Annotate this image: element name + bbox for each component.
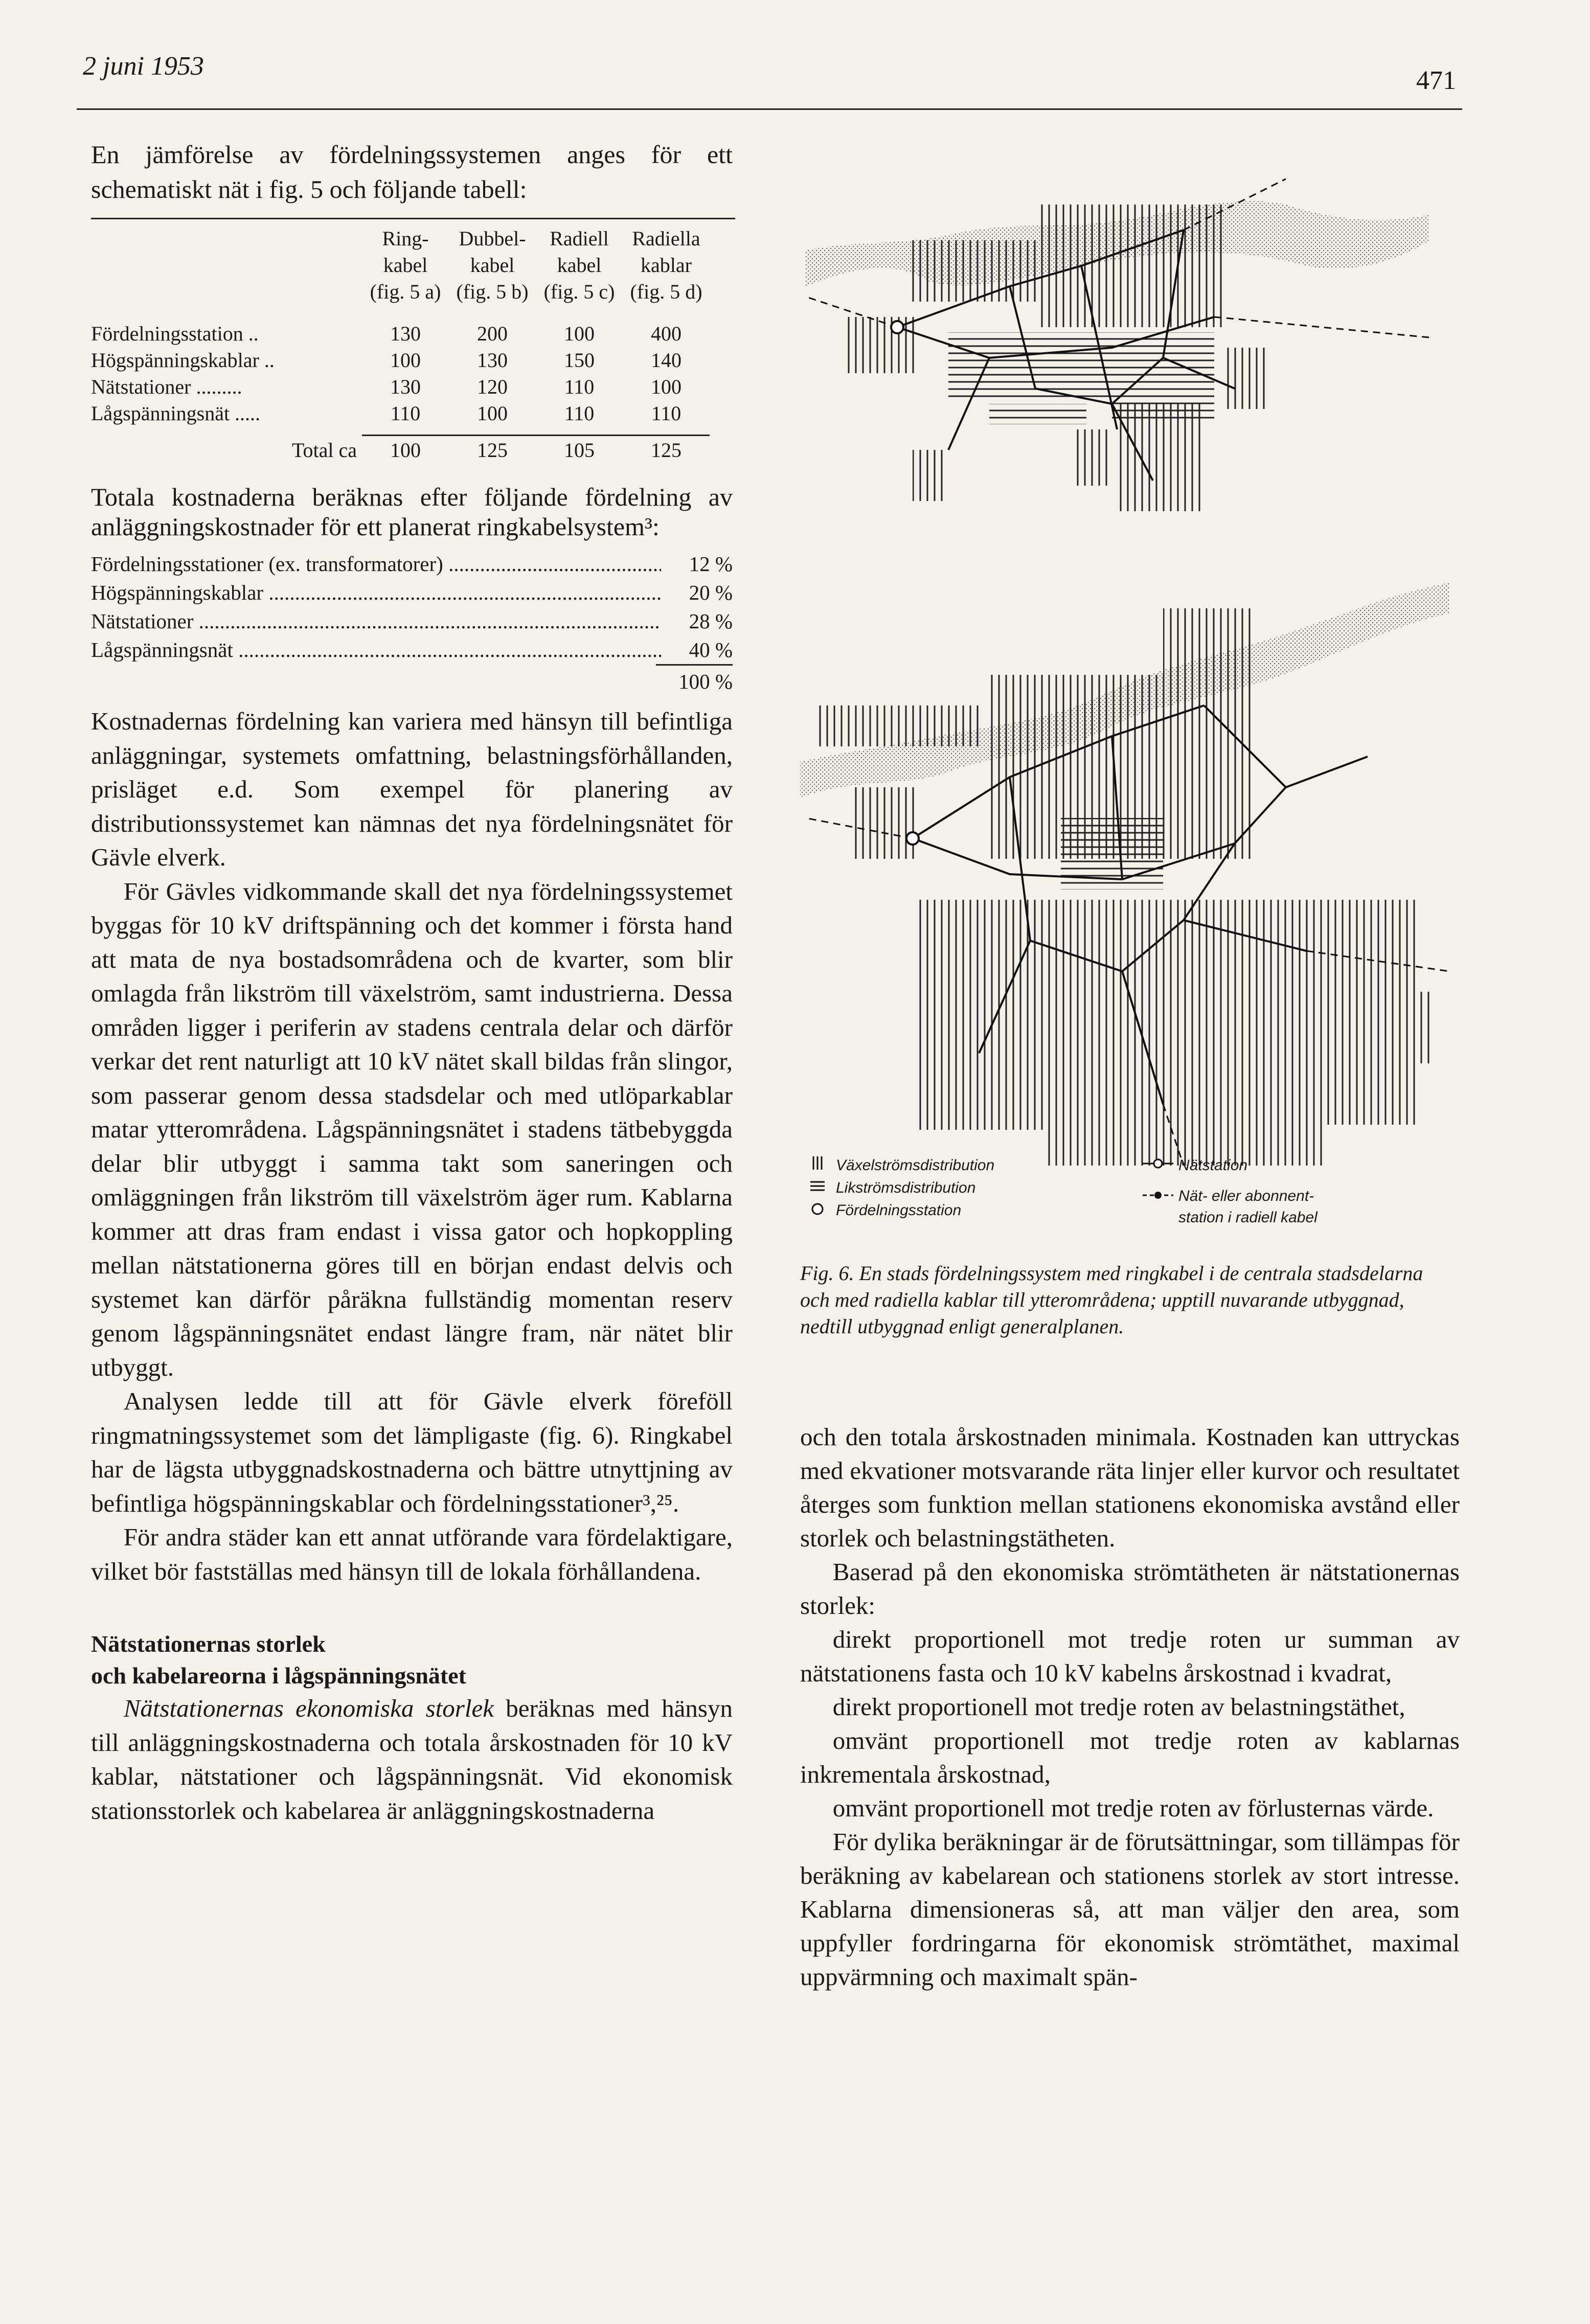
- cost-intro: Totala kostnaderna beräknas efter följande fördelning av anläggningskostnader för ett planerat ringkabelsystem³:: [91, 483, 733, 541]
- ac-area: [1163, 608, 1255, 716]
- table-row: Nätstationer ......... 130 120 110 100: [91, 375, 682, 398]
- section-paragraph: Nätstationernas ekonomiska storlek beräknas med hänsyn till anläggningskostnaderna och totala årskostnaden för 10 kV kablar, nätstationer och lågspänningsnät. Vid ekonomisk stationsstorlek och kabelarea är anläggningskostnaderna: [91, 1694, 733, 1825]
- ac-area: [846, 317, 918, 373]
- section-heading: Nätstationernas storlek och kabelareorna i lågspänningsnätet: [91, 1631, 466, 1689]
- body-paragraph: För Gävles vidkommande skall det nya fördelningssystemet byggas för 10 kV driftspänning och det kommer i första hand att mata de nya bostadsområdena och de kvarter, som blir omlagda från likström till växelström, samt industrierna. Dessa områden ligger i periferin av stadens centrala delar och därför verkar det rent naturligt att 10 kV nätet skall bildas från slingor, som passerar genom dessa stadsdelar och med utlöparkablar matar ytterområdena. Lågspänningsnätet i stadens tätbebyggda delar blir utbyggt i samma takt som saneringen och omläggningen från likström till växelström äger rum. Kablarna kommer att dras fram endast i vissa gator och hopkoppling mellan nätstationerna göres till en början endast delvis och systemet kan därför påräkna fullständig momentan reserv genom lågspänningsnätet endast längre fram, när nätet blir utbyggt.: [91, 877, 733, 1381]
- page-number: 471: [1416, 66, 1456, 95]
- header-rule: [77, 108, 1462, 110]
- right-column: [800, 1420, 1460, 1994]
- distribution-station-icon: [891, 321, 903, 333]
- cost-item: Lågspänningsnät ..... 40 %: [91, 635, 733, 664]
- ac-area: [1076, 429, 1112, 486]
- left-column: [91, 137, 733, 1828]
- ac-area: [1393, 992, 1434, 1063]
- cost-item: Högspänningskablar ..... 20 %: [91, 578, 733, 607]
- body-paragraph: omvänt proportionell mot tredje roten av förlusternas värde.: [832, 1794, 1434, 1822]
- body-paragraph: och den totala årskostnaden minimala. Kostnaden kan uttryckas med ekvationer motsvarande räta linjer eller kurvor och resultatet återges som funktion mellan stationens ekonomiska avstånd eller storlek och belastningstätheten.: [800, 1423, 1460, 1552]
- cost-total: 100 %: [678, 670, 733, 693]
- body-paragraph: Baserad på den ekonomiska strömtätheten är nätstationernas storlek:: [800, 1558, 1460, 1620]
- intro-paragraph: En jämförelse av fördelningssystemen anges för ett schematiskt nät i fig. 5 och följande tabell:: [91, 140, 733, 203]
- table-total-row: Total ca 100 125 105 125: [291, 439, 682, 462]
- table-row: Lågspänningsnät ..... 110 100 110 110: [91, 402, 682, 425]
- table-header-row: [91, 225, 710, 305]
- distribution-station-icon: [906, 832, 919, 845]
- table-row: Fördelningsstation .. 130 200 100 400: [91, 322, 682, 345]
- body-paragraph: Kostnadernas fördelning kan variera med hänsyn till befintliga anläggningar, systemets omfattning, belastningsförhållanden, prisläget e.d. Som exempel för planering av distributionssystemet kan nämnas det nya fördelningsnätet för Gävle elverk.: [91, 707, 733, 871]
- legend-dc-label: Likströmsdistribution: [836, 1179, 976, 1196]
- running-header-date: 2 juni 1953: [83, 52, 204, 81]
- body-paragraph: För andra städer kan ett annat utförande vara fördelaktigare, vilket bör fastställas med hänsyn till de lokala förhållandena.: [91, 1523, 733, 1585]
- body-paragraph: direkt proportionell mot tredje roten ur summan av nätstationens fasta och 10 kV kabelns årskostnad i kvadrat,: [800, 1625, 1460, 1687]
- cost-item: Fördelningsstationer (ex. transformatorer) ..... 12 %: [91, 550, 733, 578]
- col-header: Ring- kabel (fig. 5 a): [370, 227, 441, 303]
- table-row: Högspänningskablar .. 100 130 150 140: [91, 349, 682, 372]
- legend-sub-label-2: station i radiell kabel: [1178, 1209, 1318, 1226]
- body-paragraph: Analysen ledde till att för Gävle elverk föreföll ringmatningssystemet som det lämpligaste (fig. 6). Ringkabel har de lägsta utbyggnadskostnaderna och bättre utnyttjning av befintliga högspänningskablar och fördelningsstationer³,²⁵.: [91, 1387, 733, 1517]
- figure-caption: Fig. 6. En stads fördelningssystem med ringkabel i de centrala stadsdelarna och med radiella kablar till ytterområdena; upptill nuvarande utbyggnad, nedtill utbyggnad enligt generalplanen.: [800, 1262, 1423, 1338]
- body-paragraph: För dylika beräkningar är de förutsättningar, som tillämpas för beräkning av kabelarean och stationens storlek av stort intresse. Kablarna dimensioneras så, att man väljer den area, som uppfyller fordringarna för ekonomisk strömtäthet, maximal uppvärmning och maximalt spän-: [800, 1828, 1460, 1991]
- table-top-rule: [91, 218, 735, 219]
- ac-area: [1117, 404, 1204, 511]
- ac-area: [851, 787, 918, 859]
- upper-map: [805, 179, 1429, 511]
- distribution-station-legend-icon: [812, 1204, 823, 1214]
- comparison-table: [91, 225, 710, 464]
- cost-list: [91, 550, 733, 697]
- legend-ac-label: Växelströmsdistribution: [836, 1157, 995, 1174]
- body-paragraph: omvänt proportionell mot tredje roten av kablarnas inkrementala årskostnad,: [800, 1726, 1460, 1788]
- ac-area: [913, 450, 943, 501]
- col-header: Dubbel- kabel (fig. 5 b): [456, 227, 529, 303]
- radial-station-legend-icon: [1143, 1192, 1173, 1199]
- body-paragraph: direkt proportionell mot tredje roten av belastningstäthet,: [832, 1693, 1405, 1721]
- legend-net-label: Nätstation: [1178, 1157, 1248, 1174]
- lower-map: [800, 583, 1460, 1212]
- ac-area: [815, 705, 979, 746]
- legend-sub-label-1: Nät- eller abonnent-: [1178, 1188, 1314, 1204]
- ac-area: [1224, 348, 1265, 409]
- cost-item: Nätstationer ..... 28 %: [91, 607, 733, 635]
- figure-6: [795, 164, 1460, 1247]
- legend-dist-label: Fördelningsstation: [836, 1202, 962, 1219]
- col-header: Radiella kablar (fig. 5 d): [630, 227, 702, 303]
- dc-area: [989, 404, 1086, 424]
- city-distribution-map: [795, 164, 1460, 1247]
- col-header: Radiell kabel (fig. 5 c): [543, 227, 615, 303]
